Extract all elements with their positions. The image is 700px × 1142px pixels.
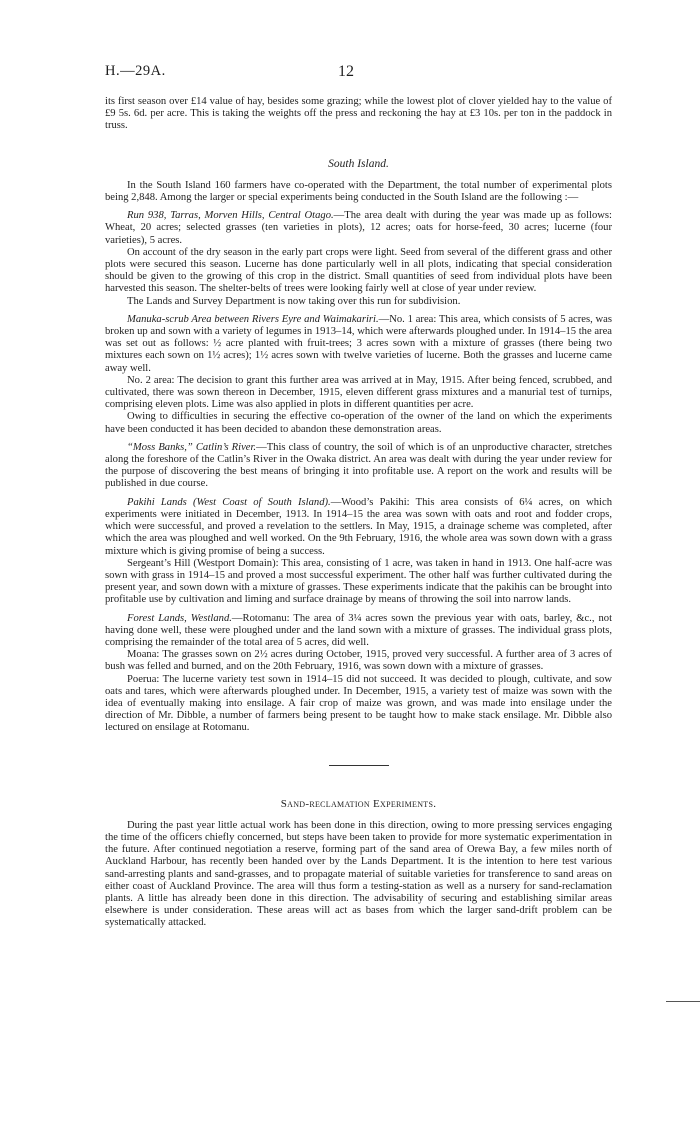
section-divider — [329, 765, 389, 766]
pakihi-paragraph — [105, 497, 612, 558]
run-938-paragraph — [105, 210, 612, 247]
intro-paragraph: its first season over £14 value of hay, besides some grazing; while the lowest plot of clover yielded hay to the value of £9 5s. 6d. per acre. This is taking the weights off the press and reckoning the hay at £3 10s. per ton in the paddock in truss. — [105, 96, 612, 132]
moss-banks-text: —This class of country, the soil of which is of an unproductive character, stretches along the foreshore of the Catlin’s River in the Owaka district. An area was dealt with during the year under review for the purpose of discovering the best means of bringing it into profitable use. A report on the work and results will be published in due course. — [105, 441, 613, 490]
run-938-paragraph-3: The Lands and Survey Department is now taking over this run for subdivision. — [127, 295, 461, 307]
manuka-heading: Manuka-scrub Area between Rivers Eyre and Waimakariri. — [127, 313, 379, 325]
forest-paragraph — [105, 613, 612, 650]
section-title-south-island: South Island. — [328, 157, 389, 170]
page-header — [105, 63, 612, 83]
margin-mark — [666, 1001, 700, 1002]
manuka-paragraph-2: No. 2 area: The decision to grant this further area was arrived at in May, 1915. After being fenced, scrubbed, and cultivated, there was sown thereon in December, 1915, eleven different grass mixtures and a manurial test of turnips, comprising eleven plots. Lime was also applied in plots in different quantities per acre. — [105, 374, 612, 411]
run-938-paragraph-2: On account of the dry season in the early part crops were light. Seed from several of the different grass and other plots were secured this season. Lucerne has done particularly well in all plots, indicating that special consideration should be given to the growing of this crop in the district. Small quantities of seed from individual plots have been harvested this season. The shelter-belts of trees were looking fairly well at close of year under review. — [105, 246, 612, 295]
pakihi-heading: Pakihi Lands (West Coast of South Island). — [127, 496, 331, 508]
sand-reclamation-paragraph: During the past year little actual work has been done in this direction, owing to more pressing services engaging the time of the officers chiefly concerned, but steps have been taken to provide for more systematic experimentation in the future. After continued negotiation a reserve, forming part of the sand area of Orewa Bay, a few miles north of Auckland Harbour, has recently been handed over by the Lands Department. It is the intention to here test various sand-arresting plants and sand-grasses, and to propagate material of suitable varieties for transference to sand areas on either coast of Auckland Province. The area will thus form a testing-station as well as a nursery for sand-reclamation plants. A little has already been done in this direction. The advisability of securing and establishing similar areas elsewhere is under consideration. These areas will act as bases from which the larger sand-drift problem can be systematically attacked. — [105, 819, 612, 929]
manuka-paragraph — [105, 314, 612, 375]
forest-heading: Forest Lands, Westland. — [127, 612, 232, 624]
page-number: 12 — [338, 63, 354, 80]
manuka-lead: —No. 1 area: This area, which consists of 5 acres, was broken up and sown with a variety of legumes in 1913–14, which were afterwards ploughed under. In 1914–15 the area was set out as follows: ½ acre planted with fruit-trees; 3 acres sown with a mixture of grasses (there being two mixtures each sown on 1½ acres); 1½ acres sown with twelve varieties of lucerne. Both the grasses and lucerne came away well. — [105, 313, 612, 374]
page-content — [105, 96, 612, 930]
document-reference: H.—29A. — [105, 63, 166, 79]
pakihi-paragraph-2: Sergeant’s Hill (Westport Domain): This area, consisting of 1 acre, was taken in hand in 1913. One half-acre was sown with grass in 1914–15 and proved a most successful experiment. The other half was further cultivated during the present year, and sown down with a mixture of grasses. These experiments indicate that the pakihis can be brought into profitable use by cultivation and liming and surface drainage by means of throwing the soil into narrow lands. — [105, 557, 612, 606]
forest-paragraph-3: Poerua: The lucerne variety test sown in 1914–15 did not succeed. It was decided to plough, cultivate, and sow oats and tares, which were afterwards ploughed under. In December, 1915, a variety test of maize was sown with the idea of eventually making into ensilage. A fair crop of maize was grown, and was made into ensilage under the direction of Mr. Dibble, a number of farmers being present to be taught how to make stack ensilage. Mr. Dibble also lectured on ensilage at Rotomanu. — [105, 673, 612, 734]
pakihi-lead: —Wood’s Pakihi: This area consists of 6¼ acres, on which experiments were initiated in December, 1913. In 1914–15 the area was sown with oats and root and fodder crops, which were successful, and proved a revelation to the settlers. In May, 1915, a drainage scheme was completed, after which the area was ploughed and well worked. On the 9th February, 1916, the whole area was sown down with a grass mixture which is giving promise of being a success. — [105, 496, 613, 557]
run-938-lead: —The area dealt with during the year was made up as follows: Wheat, 20 acres; selected grasses (ten varieties in plots), 12 acres; oats for horse-feed, 30 acres; lucerne (four varieties), 5 acres. — [105, 210, 612, 246]
forest-paragraph-2: Moana: The grasses sown on 2½ acres during October, 1915, proved very successful. A further area of 3 acres of bush was felled and burned, and on the 20th February, 1916, was sown down with a mixture of grasses. — [105, 649, 612, 673]
south-island-intro: In the South Island 160 farmers have co-operated with the Department, the total number of experimental plots being 2,848. Among the larger or special experiments being conducted in the South Island are the following :— — [105, 179, 612, 204]
section-title-sand-reclamation: Sand-reclamation Experiments. — [280, 797, 437, 810]
moss-banks-paragraph — [105, 442, 612, 491]
moss-banks-heading: “Moss Banks,” Catlin’s River. — [127, 441, 257, 453]
run-938-heading: Run 938, Tarras, Morven Hills, Central Otago. — [127, 210, 334, 222]
forest-lead: —Rotomanu: The area of 3¼ acres sown the previous year with oats, barley, &c., not having done well, these were ploughed under and the land sown with a mixture of grasses. The individual grass plots, comprising the remainder of the total area of 5 acres, did well. — [105, 612, 613, 648]
manuka-paragraph-3: Owing to difficulties in securing the effective co-operation of the owner of the land on which the experiments have been conducted it has been decided to abandon these demonstration areas. — [105, 411, 612, 435]
